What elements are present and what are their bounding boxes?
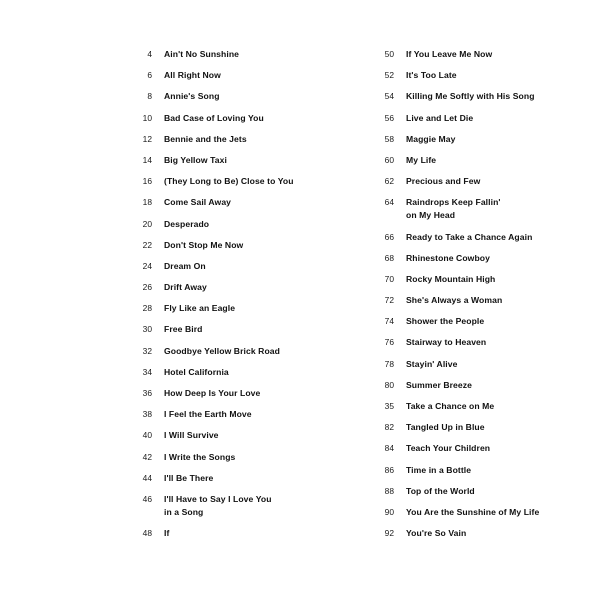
toc-page-number: 14 xyxy=(142,154,152,165)
toc-column-left xyxy=(126,48,316,548)
toc-entry-title xyxy=(406,196,501,222)
toc-entry-title: I'll Be There xyxy=(164,472,214,483)
toc-entry-title: She's Always a Woman xyxy=(406,295,503,306)
toc-page-number: 30 xyxy=(142,324,152,335)
toc-entry[interactable] xyxy=(126,472,316,485)
toc-page-number: 88 xyxy=(384,485,394,496)
toc-page-number: 90 xyxy=(384,506,394,517)
toc-page-number: 6 xyxy=(147,70,152,81)
toc-entry-title: Time in a Bottle xyxy=(406,464,472,475)
toc-entry[interactable] xyxy=(126,302,316,315)
toc-entry[interactable] xyxy=(126,112,316,125)
toc-entry[interactable] xyxy=(126,239,316,252)
toc-entry-title: Teach Your Children xyxy=(406,443,491,454)
toc-page-number: 62 xyxy=(384,176,394,187)
toc-entry-title: Don't Stop Me Now xyxy=(164,239,244,250)
toc-entry-title: Ain't No Sunshine xyxy=(164,49,240,59)
toc-page-number: 76 xyxy=(384,337,394,348)
toc-entry-title: Hotel California xyxy=(164,366,229,377)
toc-page-number: 80 xyxy=(384,379,394,390)
toc-page-number: 64 xyxy=(384,197,394,208)
toc-page-number: 54 xyxy=(384,91,394,102)
toc-entry-title: Maggie May xyxy=(406,133,456,144)
toc-entry-title: Top of the World xyxy=(406,485,475,496)
toc-page-number: 86 xyxy=(384,464,394,475)
toc-entry-title: Annie's Song xyxy=(164,91,220,102)
toc-column-right xyxy=(368,48,558,548)
toc-entry[interactable] xyxy=(368,336,558,349)
toc-entry[interactable] xyxy=(368,379,558,392)
toc-entry-title: Drift Away xyxy=(164,282,207,293)
toc-entry-title: How Deep Is Your Love xyxy=(164,388,261,398)
toc-entry[interactable] xyxy=(368,421,558,434)
toc-page-number: 16 xyxy=(142,176,152,187)
toc-entry[interactable] xyxy=(126,48,316,61)
toc-entry[interactable] xyxy=(368,442,558,455)
toc-entry[interactable] xyxy=(126,154,316,167)
toc-entry-title: Desperado xyxy=(164,218,210,229)
toc-entry[interactable] xyxy=(368,48,558,61)
toc-entry-title: Tangled Up in Blue xyxy=(406,422,485,433)
toc-page-number: 56 xyxy=(384,112,394,123)
toc-page-number: 70 xyxy=(384,273,394,284)
toc-entry[interactable] xyxy=(368,90,558,103)
toc-page-number: 46 xyxy=(142,493,152,504)
toc-entry[interactable] xyxy=(126,323,316,336)
toc-page-number: 52 xyxy=(384,70,394,81)
toc-page-number: 68 xyxy=(384,252,394,263)
toc-entry-title: Come Sail Away xyxy=(164,197,232,208)
toc-page-number: 4 xyxy=(147,49,152,59)
toc-page-number: 8 xyxy=(147,91,152,102)
toc-entry[interactable] xyxy=(126,527,316,540)
toc-entry[interactable] xyxy=(126,387,316,400)
toc-page-number: 44 xyxy=(142,472,152,483)
toc-entry[interactable] xyxy=(368,400,558,413)
toc-entry[interactable] xyxy=(368,112,558,125)
toc-page-number: 35 xyxy=(384,401,394,411)
toc-entry[interactable] xyxy=(126,175,316,188)
toc-entry-title: Rhinestone Cowboy xyxy=(406,252,490,263)
toc-page-number: 50 xyxy=(384,49,394,59)
toc-entry-title: Bad Case of Loving You xyxy=(164,112,264,123)
toc-entry[interactable] xyxy=(126,429,316,442)
toc-page-number: 26 xyxy=(142,282,152,293)
toc-page-number: 42 xyxy=(142,451,152,462)
toc-page-number: 66 xyxy=(384,231,394,242)
toc-entry-title: Free Bird xyxy=(164,324,203,335)
toc-entry-title: If You Leave Me Now xyxy=(406,49,493,59)
toc-entry[interactable] xyxy=(126,345,316,358)
toc-entry-title: I Write the Songs xyxy=(164,451,236,462)
toc-entry-title: Live and Let Die xyxy=(406,112,474,123)
toc-page-number: 60 xyxy=(384,154,394,165)
toc-entry[interactable] xyxy=(368,175,558,188)
toc-entry[interactable] xyxy=(126,90,316,103)
toc-page-number: 36 xyxy=(142,388,152,398)
toc-entry[interactable] xyxy=(368,69,558,82)
toc-entry-title: I Will Survive xyxy=(164,430,219,441)
toc-entry-title: Stairway to Heaven xyxy=(406,337,487,348)
toc-entry-title-line2: on My Head xyxy=(406,210,456,221)
toc-entry[interactable] xyxy=(368,154,558,167)
toc-entry-title xyxy=(164,493,272,519)
toc-entry-title: You Are the Sunshine of My Life xyxy=(406,506,540,517)
toc-page-number: 48 xyxy=(142,528,152,539)
toc-entry[interactable] xyxy=(126,218,316,231)
toc-entry[interactable] xyxy=(126,196,316,209)
toc-entry-title: I Feel the Earth Move xyxy=(164,409,252,420)
toc-entry-title-line1: I'll Have to Say I Love You xyxy=(164,493,272,504)
toc-entry-title: Dream On xyxy=(164,260,206,271)
toc-entry-title: Big Yellow Taxi xyxy=(164,154,227,165)
toc-entry-title: Fly Like an Eagle xyxy=(164,303,236,314)
toc-columns xyxy=(40,48,560,548)
toc-entry-title: Killing Me Softly with His Song xyxy=(406,91,535,102)
toc-entry[interactable] xyxy=(126,451,316,464)
toc-entry[interactable] xyxy=(368,485,558,498)
toc-entry[interactable] xyxy=(368,506,558,519)
toc-page-number: 22 xyxy=(142,239,152,250)
toc-page-number: 84 xyxy=(384,443,394,454)
toc-entry-title: Stayin' Alive xyxy=(406,358,458,369)
toc-entry[interactable] xyxy=(126,69,316,82)
toc-entry-title: Goodbye Yellow Brick Road xyxy=(164,345,280,356)
toc-entry[interactable] xyxy=(126,260,316,273)
toc-page-number: 74 xyxy=(384,316,394,327)
toc-entry[interactable] xyxy=(368,231,558,244)
toc-entry-title-line1: Raindrops Keep Fallin' xyxy=(406,197,501,208)
toc-entry[interactable] xyxy=(368,273,558,286)
toc-entry[interactable] xyxy=(126,408,316,421)
toc-entry-title: You're So Vain xyxy=(406,528,467,539)
toc-entry-title: It's Too Late xyxy=(406,70,457,81)
toc-page-number: 32 xyxy=(142,345,152,356)
toc-entry[interactable] xyxy=(368,527,558,540)
toc-page-number: 78 xyxy=(384,358,394,369)
toc-entry[interactable] xyxy=(368,294,558,307)
toc-page-number: 92 xyxy=(384,528,394,539)
toc-entry-title: My Life xyxy=(406,154,437,165)
toc-entry-title: Take a Chance on Me xyxy=(406,401,495,411)
toc-entry-title: Precious and Few xyxy=(406,176,481,187)
toc-entry[interactable] xyxy=(368,315,558,328)
toc-entry[interactable] xyxy=(368,464,558,477)
toc-entry[interactable] xyxy=(368,133,558,146)
toc-page-number: 34 xyxy=(142,366,152,377)
toc-page-number: 28 xyxy=(142,303,152,314)
toc-entry[interactable] xyxy=(368,252,558,265)
toc-entry[interactable] xyxy=(368,358,558,371)
toc-entry-title: Rocky Mountain High xyxy=(406,273,496,284)
toc-entry-title: Bennie and the Jets xyxy=(164,133,247,144)
toc-page-number: 82 xyxy=(384,422,394,433)
toc-page-number: 58 xyxy=(384,133,394,144)
toc-entry-title: (They Long to Be) Close to You xyxy=(164,176,294,187)
toc-entry[interactable] xyxy=(368,196,558,222)
toc-entry-title-line2: in a Song xyxy=(164,506,204,517)
toc-page-number: 24 xyxy=(142,260,152,271)
toc-page-number: 18 xyxy=(142,197,152,208)
toc-page-number: 10 xyxy=(142,112,152,123)
toc-entry-title: All Right Now xyxy=(164,70,221,81)
toc-entry-title: Ready to Take a Chance Again xyxy=(406,231,533,242)
toc-page-number: 12 xyxy=(142,133,152,144)
toc-entry[interactable] xyxy=(126,281,316,294)
toc-page-number: 20 xyxy=(142,218,152,229)
toc-page-number: 40 xyxy=(142,430,152,441)
toc-page-number: 72 xyxy=(384,295,394,306)
toc-entry[interactable] xyxy=(126,133,316,146)
toc-entry-title: Shower the People xyxy=(406,316,485,327)
toc-entry[interactable] xyxy=(126,366,316,379)
toc-entry[interactable] xyxy=(126,493,316,519)
toc-entry-title: If xyxy=(164,528,170,539)
toc-entry-title: Summer Breeze xyxy=(406,379,473,390)
toc-page-number: 38 xyxy=(142,409,152,420)
